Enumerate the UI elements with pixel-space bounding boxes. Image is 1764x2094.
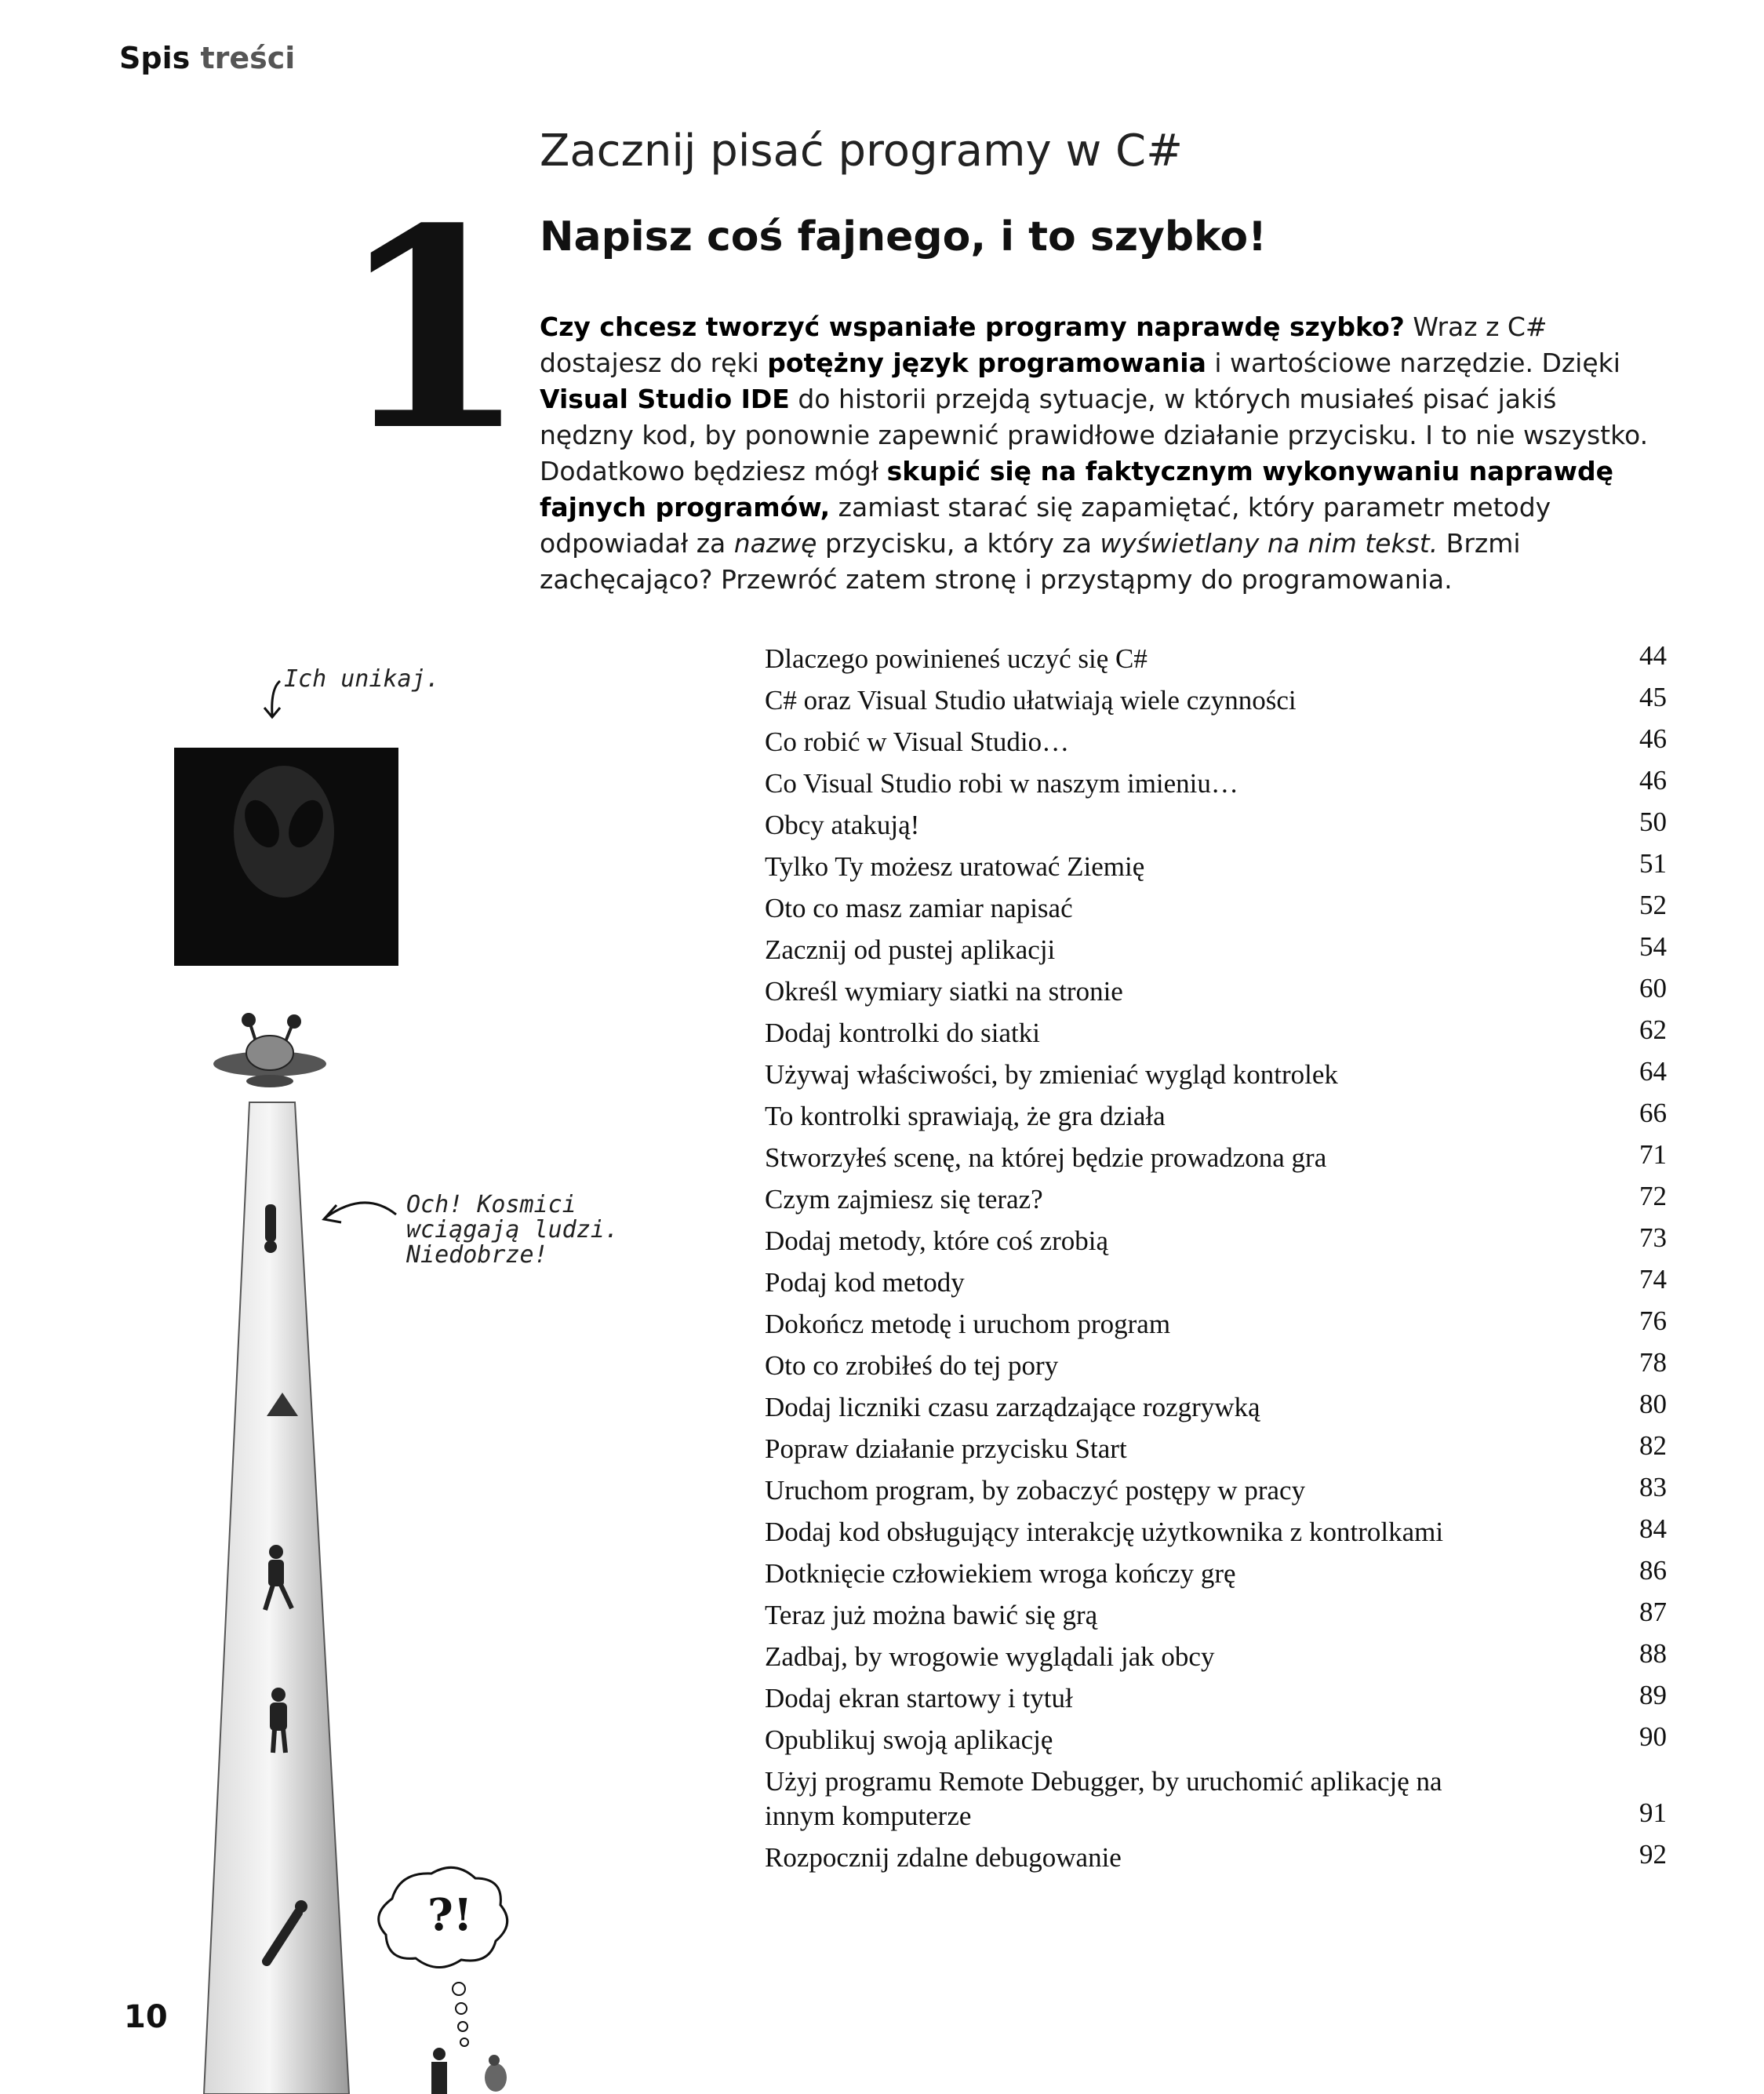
toc-entry-title: C# oraz Visual Studio ułatwiają wiele czynności (765, 685, 1297, 716)
toc-entry-page: 76 (1639, 1306, 1667, 1336)
intro-bold: skupić się na faktycznym wykonywaniu naprawdę fajnych programów, (540, 456, 1613, 523)
toc-entry-page: 74 (1639, 1264, 1667, 1295)
toc-entry-page: 45 (1639, 682, 1667, 712)
toc-entry-title: Oto co masz zamiar napisać (765, 893, 1073, 923)
toc-entry-title: Użyj programu Remote Debugger, by uruchomić aplikację na innym komputerze (765, 1766, 1442, 1831)
toc-entry-title: Podaj kod metody (765, 1267, 965, 1298)
alien-picture (174, 748, 398, 966)
arrow-down-icon (264, 681, 280, 717)
toc-entry[interactable] (765, 1637, 1667, 1678)
annotation-abduction-line: Niedobrze! (406, 1241, 548, 1269)
toc-entry[interactable] (765, 1221, 1667, 1262)
bystander-person-icon (431, 2048, 447, 2094)
toc-entry-page: 54 (1639, 931, 1667, 962)
toc-entry[interactable] (765, 1470, 1667, 1512)
toc-entry-title: Dotknięcie człowiekiem wroga kończy grę (765, 1558, 1236, 1589)
toc-entry-title: Oto co zrobiłeś do tej pory (765, 1350, 1059, 1381)
toc-entry-page: 72 (1639, 1181, 1667, 1211)
intro-lead: Czy chcesz tworzyć wspaniałe programy naprawdę szybko? (540, 311, 1405, 342)
running-header (119, 41, 295, 75)
intro-bold: Visual Studio IDE (540, 384, 790, 414)
toc-entry-title: Obcy atakują! (765, 810, 920, 840)
toc-entry-title: Dodaj liczniki czasu zarządzające rozgrywką (765, 1392, 1260, 1422)
toc-entry-page: 84 (1639, 1513, 1667, 1544)
toc-entry-title: Dodaj kontrolki do siatki (765, 1018, 1040, 1048)
toc-entry-page: 80 (1639, 1389, 1667, 1419)
toc-entry-title: Opublikuj swoją aplikację (765, 1724, 1053, 1755)
toc-entry-title: Rozpocznij zdalne debugowanie (765, 1842, 1122, 1873)
toc-entry[interactable] (765, 1096, 1667, 1138)
toc-entry[interactable] (765, 1138, 1667, 1179)
toc-entry[interactable] (765, 1837, 1667, 1879)
intro-bold: potężny język programowania (767, 348, 1206, 378)
toc-entry-title: Dodaj metody, które coś zrobią (765, 1225, 1109, 1256)
annotation-avoid: Ich unikaj. (284, 665, 440, 693)
toc-entry[interactable] (765, 1304, 1667, 1346)
toc-entry-page: 64 (1639, 1056, 1667, 1087)
toc-entry[interactable] (765, 888, 1667, 930)
toc-entry-title: Stworzyłeś scenę, na której będzie prowadzona gra (765, 1142, 1327, 1173)
toc-entry-page: 44 (1639, 640, 1667, 671)
toc-entry-page: 89 (1639, 1680, 1667, 1710)
toc-entry-page: 52 (1639, 890, 1667, 920)
toc-entry-page: 78 (1639, 1347, 1667, 1378)
toc-entry-title: Dokończ metodę i uruchom program (765, 1309, 1171, 1339)
toc-entry-page: 73 (1639, 1222, 1667, 1253)
intro-text: do historii przejdą sytuacje, w których musiałeś pisać jakiś nędzny kod, by ponownie zapewnić prawidłowe działanie przycisku. I to nie wszystko. Dodatkowo będziesz mógł (540, 384, 1649, 486)
chapter-intro (540, 309, 1653, 598)
toc-entry-page: 71 (1639, 1139, 1667, 1170)
toc-entry-title: Dlaczego powinieneś uczyć się C# (765, 643, 1148, 674)
toc-entry-title: Czym zajmiesz się teraz? (765, 1184, 1043, 1215)
toc-entry[interactable] (765, 1595, 1667, 1637)
toc-entry[interactable] (765, 805, 1667, 847)
table-of-contents (765, 639, 1667, 1879)
toc-entry-title: Tylko Ty możesz uratować Ziemię (765, 851, 1145, 882)
ufo-icon (213, 1013, 326, 1087)
toc-entry-title: Co Visual Studio robi w naszym imieniu… (765, 768, 1238, 799)
toc-entry-page: 91 (1639, 1797, 1667, 1828)
intro-text: zamiast starać się zapamiętać, który parametr metody odpowiadał za (540, 492, 1551, 559)
toc-entry[interactable] (765, 639, 1667, 680)
intro-italic: nazwę (733, 528, 817, 559)
toc-entry-title: Uruchom program, by zobaczyć postępy w pracy (765, 1475, 1306, 1506)
chapter-title: Napisz coś fajnego, i to szybko! (540, 213, 1267, 260)
toc-entry[interactable] (765, 763, 1667, 805)
toc-entry[interactable] (765, 1346, 1667, 1387)
toc-entry[interactable] (765, 1054, 1667, 1096)
toc-entry-title: Używaj właściwości, by zmieniać wygląd kontrolek (765, 1059, 1338, 1090)
intro-text: i wartościowe narzędzie. Dzięki (1206, 348, 1620, 378)
toc-entry-page: 82 (1639, 1430, 1667, 1461)
toc-entry-title: Co robić w Visual Studio… (765, 727, 1070, 757)
toc-entry[interactable] (765, 1429, 1667, 1470)
toc-entry[interactable] (765, 1262, 1667, 1304)
toc-entry-page: 46 (1639, 765, 1667, 796)
toc-entry-page: 87 (1639, 1597, 1667, 1627)
intro-text: przycisku, a który za (817, 528, 1100, 559)
toc-entry-page: 62 (1639, 1014, 1667, 1045)
toc-entry[interactable] (765, 1678, 1667, 1720)
toc-entry[interactable] (765, 930, 1667, 971)
dog-icon (485, 2055, 507, 2092)
toc-entry-title: Teraz już można bawić się grą (765, 1600, 1098, 1630)
toc-entry-title: Określ wymiary siatki na stronie (765, 976, 1123, 1007)
toc-entry[interactable] (765, 1720, 1667, 1761)
annotation-abduction-line: wciągają ludzi. (406, 1216, 619, 1244)
toc-entry-page: 50 (1639, 807, 1667, 837)
chapter-number: 1 (337, 168, 529, 491)
toc-entry-page: 83 (1639, 1472, 1667, 1502)
toc-entry-title: Popraw działanie przycisku Start (765, 1433, 1127, 1464)
toc-entry-title: Zadbaj, by wrogowie wyglądali jak obcy (765, 1641, 1215, 1672)
arrow-left-icon (324, 1203, 396, 1222)
toc-entry-page: 60 (1639, 973, 1667, 1003)
toc-entry[interactable] (765, 971, 1667, 1013)
toc-entry-page: 92 (1639, 1839, 1667, 1870)
intro-text: Wraz z C# dostajesz do ręki (540, 311, 1548, 378)
intro-italic: wyświetlany na nim tekst. (1100, 528, 1438, 559)
annotation-abduction-line: Och! Kosmici (406, 1191, 576, 1218)
abducted-person-1-icon (264, 1204, 277, 1253)
toc-entry[interactable] (765, 1512, 1667, 1553)
running-header-word2: treści (200, 41, 296, 75)
page-number: 10 (124, 1999, 168, 2035)
toc-entry[interactable] (765, 1761, 1667, 1837)
annotation-abduction (406, 1193, 619, 1268)
toc-entry[interactable] (765, 1387, 1667, 1429)
toc-entry-page: 90 (1639, 1721, 1667, 1752)
toc-entry[interactable] (765, 680, 1667, 722)
toc-entry[interactable] (765, 1553, 1667, 1595)
toc-entry-title: Dodaj ekran startowy i tytuł (765, 1683, 1073, 1713)
toc-entry-page: 88 (1639, 1638, 1667, 1669)
thought-bubble-text: ?! (427, 1889, 473, 1941)
toc-entry[interactable] (765, 1013, 1667, 1054)
toc-entry[interactable] (765, 722, 1667, 763)
toc-entry-title: Zacznij od pustej aplikacji (765, 934, 1056, 965)
toc-entry[interactable] (765, 1179, 1667, 1221)
toc-entry[interactable] (765, 847, 1667, 888)
toc-entry-title: Dodaj kod obsługujący interakcję użytkownika z kontrolkami (765, 1517, 1444, 1547)
toc-entry-page: 86 (1639, 1555, 1667, 1586)
toc-entry-page: 46 (1639, 723, 1667, 754)
chapter-subtitle: Zacznij pisać programy w C# (540, 126, 1184, 177)
intro-text: Brzmi zachęcająco? Przewróć zatem stronę i przystąpmy do programowania. (540, 528, 1521, 595)
toc-entry-page: 51 (1639, 848, 1667, 879)
toc-entry-title: To kontrolki sprawiają, że gra działa (765, 1101, 1166, 1131)
toc-entry-page: 66 (1639, 1098, 1667, 1128)
running-header-word1: Spis (119, 41, 191, 75)
